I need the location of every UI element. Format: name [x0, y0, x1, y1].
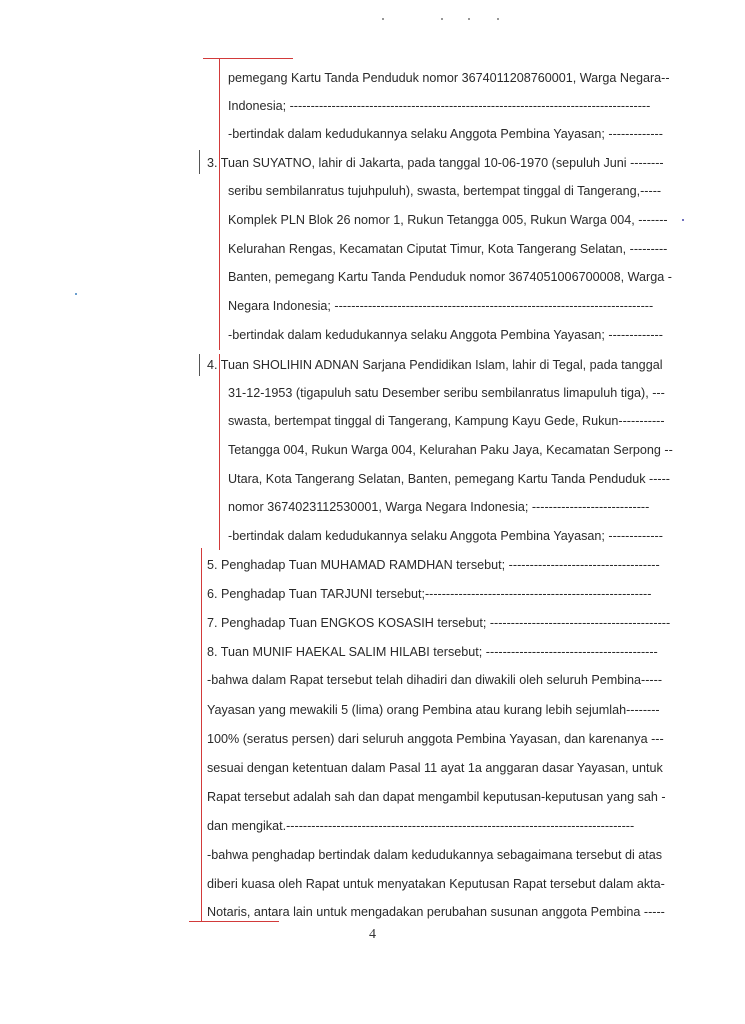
text-line	[207, 904, 685, 920]
line-text: dan mengikat.-----------------------------------------------------------------------------------	[207, 819, 635, 833]
line-text: -bertindak dalam kedudukannya selaku Anggota Pembina Yayasan; -------------	[228, 328, 663, 342]
line-text: Tetangga 004, Rukun Warga 004, Kelurahan Paku Jaya, Kecamatan Serpong --	[228, 443, 673, 457]
text-line	[207, 876, 685, 892]
text-line	[228, 442, 685, 458]
left-margin-rule-item4	[199, 354, 200, 376]
line-text: diberi kuasa oleh Rapat untuk menyatakan Keputusan Rapat tersebut dalam akta-	[207, 877, 665, 891]
top-margin-mark	[203, 58, 293, 59]
text-line	[207, 557, 685, 573]
left-margin-rule-bottom	[201, 548, 202, 922]
line-text: swasta, bertempat tinggal di Tangerang, Kampung Kayu Gede, Rukun-----------	[228, 414, 665, 428]
text-line	[228, 183, 685, 199]
line-text: Indonesia; --------------------------------------------------------------------------------------	[228, 99, 651, 113]
line-text: -bahwa penghadap bertindak dalam kedudukannya sebagaimana tersebut di atas	[207, 848, 663, 862]
text-line	[228, 385, 685, 401]
text-line	[228, 413, 685, 429]
line-text: seribu sembilanratus tujuhpuluh), swasta, bertempat tinggal di Tangerang,-----	[228, 184, 662, 198]
text-line	[207, 818, 685, 834]
line-text: Notaris, antara lain untuk mengadakan perubahan susunan anggota Pembina -----	[207, 905, 665, 919]
line-text: 6. Penghadap Tuan TARJUNI tersebut;------------------------------------------------------	[207, 587, 652, 601]
text-line	[207, 702, 685, 718]
left-margin-rule-mid	[219, 150, 220, 350]
text-line	[228, 126, 685, 142]
scan-speck	[382, 18, 384, 20]
left-margin-rule-item3	[199, 150, 200, 174]
text-line	[228, 499, 685, 515]
line-text: 31-12-1953 (tigapuluh satu Desember seribu sembilanratus limapuluh tiga), ---	[228, 386, 665, 400]
line-text: 5. Penghadap Tuan MUHAMAD RAMDHAN tersebut; ------------------------------------	[207, 558, 660, 572]
text-line	[207, 672, 685, 688]
line-text: -bertindak dalam kedudukannya selaku Anggota Pembina Yayasan; -------------	[228, 529, 663, 543]
line-text: nomor 3674023112530001, Warga Negara Indonesia; ----------------------------	[228, 500, 650, 514]
text-line	[207, 760, 685, 776]
left-margin-rule-top	[219, 58, 220, 154]
text-line	[207, 615, 685, 631]
text-line	[228, 98, 685, 114]
text-line	[207, 731, 685, 747]
text-line	[207, 586, 685, 602]
text-line	[228, 241, 685, 257]
line-text: Utara, Kota Tangerang Selatan, Banten, pemegang Kartu Tanda Penduduk -----	[228, 472, 671, 486]
line-text: Kelurahan Rengas, Kecamatan Ciputat Timur, Kota Tangerang Selatan, ---------	[228, 242, 668, 256]
line-text: 4. Tuan SHOLIHIN ADNAN Sarjana Pendidikan Islam, lahir di Tegal, pada tanggal	[207, 358, 663, 372]
scan-speck	[497, 18, 499, 20]
scan-speck	[75, 293, 77, 295]
scan-speck	[468, 18, 470, 20]
text-line	[228, 212, 685, 228]
scan-speck	[441, 18, 443, 20]
page-number: 4	[369, 927, 376, 942]
text-line	[207, 847, 685, 863]
line-text: Yayasan yang mewakili 5 (lima) orang Pembina atau kurang lebih sejumlah--------	[207, 703, 660, 717]
line-text: Banten, pemegang Kartu Tanda Penduduk nomor 3674051006700008, Warga -	[228, 270, 672, 284]
line-text: Negara Indonesia; ----------------------------------------------------------------------------	[228, 299, 654, 313]
text-line	[207, 644, 685, 660]
text-line	[228, 471, 685, 487]
text-line	[207, 155, 685, 171]
line-text: -bahwa dalam Rapat tersebut telah dihadiri dan diwakili oleh seluruh Pembina-----	[207, 673, 663, 687]
left-margin-rule-lower	[219, 354, 220, 550]
text-line	[228, 528, 685, 544]
text-line	[228, 298, 685, 314]
text-line	[228, 269, 685, 285]
text-line	[228, 327, 685, 343]
line-text: -bertindak dalam kedudukannya selaku Anggota Pembina Yayasan; -------------	[228, 127, 663, 141]
line-text: 100% (seratus persen) dari seluruh anggota Pembina Yayasan, dan karenanya ---	[207, 732, 664, 746]
bottom-margin-mark	[189, 921, 279, 922]
line-text: sesuai dengan ketentuan dalam Pasal 11 ayat 1a anggaran dasar Yayasan, untuk	[207, 761, 663, 775]
line-text: pemegang Kartu Tanda Penduduk nomor 3674011208760001, Warga Negara--	[228, 71, 670, 85]
text-line	[207, 357, 685, 373]
text-line	[207, 789, 685, 805]
line-text: 8. Tuan MUNIF HAEKAL SALIM HILABI tersebut; -----------------------------------------	[207, 645, 658, 659]
line-text: 3. Tuan SUYATNO, lahir di Jakarta, pada tanggal 10-06-1970 (sepuluh Juni --------	[207, 156, 664, 170]
text-line	[228, 70, 685, 86]
line-text: Rapat tersebut adalah sah dan dapat mengambil keputusan-keputusan yang sah -	[207, 790, 666, 804]
line-text: 7. Penghadap Tuan ENGKOS KOSASIH tersebut; -------------------------------------------	[207, 616, 671, 630]
line-text: Komplek PLN Blok 26 nomor 1, Rukun Tetangga 005, Rukun Warga 004, -------	[228, 213, 668, 227]
